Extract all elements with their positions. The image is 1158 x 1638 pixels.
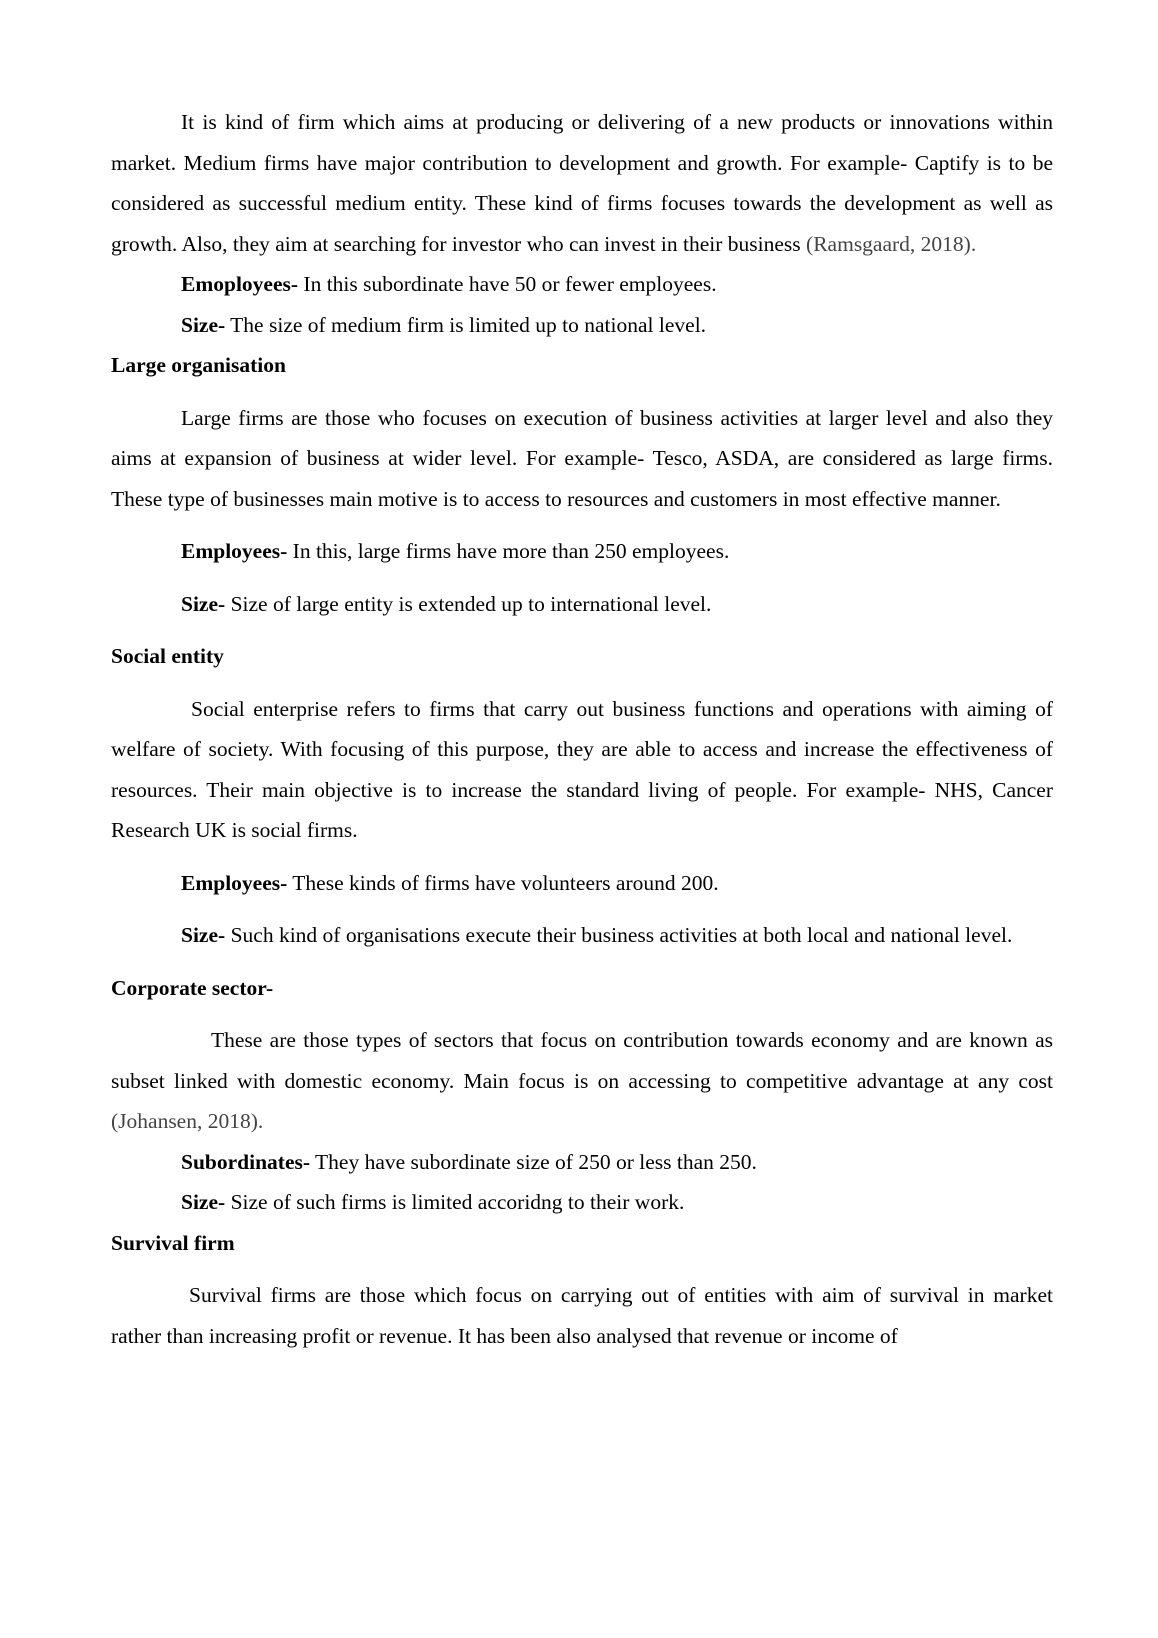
medium-size-line (111, 305, 1053, 346)
size-label: Size- (181, 312, 226, 337)
subordinates-label: Subordinates- (181, 1149, 311, 1174)
employees-text: These kinds of firms have volunteers around 200. (287, 870, 719, 895)
size-label: Size- (181, 1190, 226, 1214)
citation-ramsgaard: (Ramsgaard, 2018). (806, 231, 977, 256)
size-label: Size- (181, 591, 226, 616)
size-text: Size of such firms is limited accoridng to their work. (225, 1190, 685, 1214)
social-employees-line (111, 863, 1053, 904)
corporate-text: These are those types of sectors that focus on contribution towards economy and are known as subset linked with domestic economy. Main focus is on accessing to competitive advantage at any cost (111, 1028, 1053, 1093)
medium-firm-text: It is kind of firm which aims at producing or delivering of a new products or innovations within market. Medium firms have major contribution to development and growth. For example- Captify is to be considered as successful medium entity. These kind of firms focuses towards the development as well as growth. Also, they aim at searching for investor who can invest in their business (111, 110, 1053, 256)
large-employees-line (111, 531, 1053, 572)
employees-text: In this, large firms have more than 250 employees. (287, 539, 730, 563)
large-organisation-paragraph: Large firms are those who focuses on execution of business activities at larger level and also they aims at expansion of business at wider level. For example- Tesco, ASDA, are considered as large firms. These type of businesses main motive is to access to resources and customers in most effective manner. (111, 405, 1053, 511)
size-text: Size of large entity is extended up to international level. (225, 591, 712, 616)
employees-label: Employees- (181, 870, 288, 895)
size-text: The size of medium firm is limited up to national level. (225, 312, 707, 337)
social-size-line (111, 915, 1053, 956)
corporate-sector-heading: Corporate sector- (111, 975, 274, 1000)
size-text: Such kind of organisations execute their business activities at both local and national level. (225, 923, 1013, 947)
medium-employees-line (111, 264, 1053, 305)
survival-firm-heading: Survival firm (111, 1230, 235, 1255)
size-label: Size- (181, 923, 226, 947)
large-size-line (111, 584, 1053, 625)
corporate-size-line (111, 1182, 1053, 1223)
social-entity-paragraph: Social enterprise refers to firms that carry out business functions and operations with aiming of welfare of society. With focusing of this purpose, they are able to access and increase the effectiveness of resources. Their main objective is to increase the standard living of people. For example- NHS, Cancer Research UK is social firms. (111, 696, 1053, 842)
employees-label: Emoployees- (181, 272, 299, 296)
corporate-sector-paragraph (111, 1020, 1053, 1142)
medium-firm-paragraph (111, 102, 1053, 264)
survival-firm-paragraph: Survival firms are those which focus on carrying out of entities with aim of survival in market rather than increasing profit or revenue. It has been also analysed that revenue or income of (111, 1283, 1053, 1348)
document-page (111, 102, 1053, 1356)
large-organisation-heading: Large organisation (111, 353, 286, 377)
employees-label: Employees- (181, 539, 288, 563)
corporate-subordinates-line (111, 1142, 1053, 1183)
social-entity-heading: Social entity (111, 644, 224, 668)
subordinates-text: They have subordinate size of 250 or less than 250. (310, 1149, 757, 1174)
employees-text: In this subordinate have 50 or fewer employees. (298, 272, 717, 296)
citation-johansen: (Johansen, 2018). (111, 1109, 264, 1133)
